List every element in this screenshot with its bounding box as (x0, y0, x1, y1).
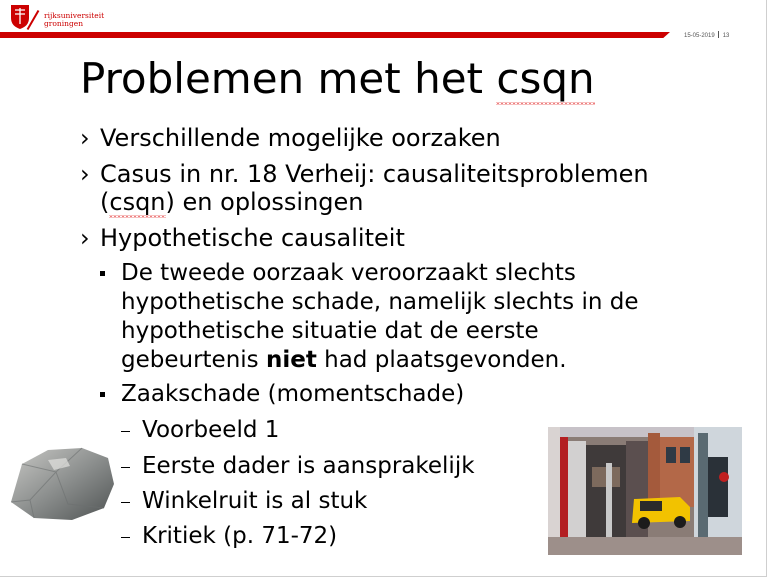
brand-line2: groningen (44, 19, 84, 28)
dash-item-text: Voorbeeld 1 (142, 417, 280, 443)
slide-title (80, 54, 595, 104)
paren-open: ( (100, 188, 110, 216)
university-logo (10, 4, 130, 32)
shop-window-photo (548, 427, 742, 555)
bold-word: niet (265, 347, 317, 373)
chevron-right-icon: › (80, 160, 90, 188)
chevron-right-icon: › (80, 124, 90, 152)
slide-number: 13 (722, 33, 730, 39)
dash-item-text: Kritiek (p. 71-72) (142, 523, 338, 549)
sub-bullet-line (121, 346, 567, 375)
dash-bullet-icon (121, 502, 130, 503)
misspelled-word: csqn (109, 188, 166, 216)
sub-bullet-line: De tweede oorzaak veroorzaakt slechts (121, 260, 576, 286)
slide-meta (684, 31, 729, 39)
slide-date: 15-05-2019 (684, 33, 715, 39)
sub-bullet-line: hypothetische schade, namelijk slechts in de (121, 289, 639, 315)
title-text: Problemen met het (80, 54, 497, 103)
bullet-text: Hypothetische causaliteit (100, 224, 405, 252)
brand-line1: rijksuniversiteit (44, 11, 105, 20)
meta-separator (718, 31, 719, 38)
title-misspelled-word: csqn (496, 54, 595, 103)
dash-item-text: Eerste dader is aansprakelijk (142, 453, 475, 479)
dash-bullet-icon (121, 537, 130, 538)
paren-rest: ) en oplossingen (165, 188, 364, 216)
dash-bullet-icon (121, 467, 130, 468)
square-bullet-icon (100, 271, 105, 276)
dash-item-text: Winkelruit is al stuk (142, 488, 368, 514)
line-text: gebeurtenis (121, 347, 266, 373)
sub-bullet-line: hypothetische situatie dat de eerste (121, 318, 539, 344)
bullet-text-line2 (100, 188, 364, 216)
bullet-text: Verschillende mogelijke oorzaken (100, 124, 501, 152)
header-red-bar (0, 32, 670, 38)
sub-bullet-text: Zaakschade (momentschade) (121, 381, 465, 407)
bullet-text: Casus in nr. 18 Verheij: causaliteitsproblemen (100, 160, 649, 188)
square-bullet-icon (100, 392, 105, 397)
chevron-right-icon: › (80, 224, 90, 252)
line-text: had plaatsgevonden. (316, 347, 567, 373)
dash-bullet-icon (121, 431, 130, 432)
rock-image (8, 444, 116, 522)
